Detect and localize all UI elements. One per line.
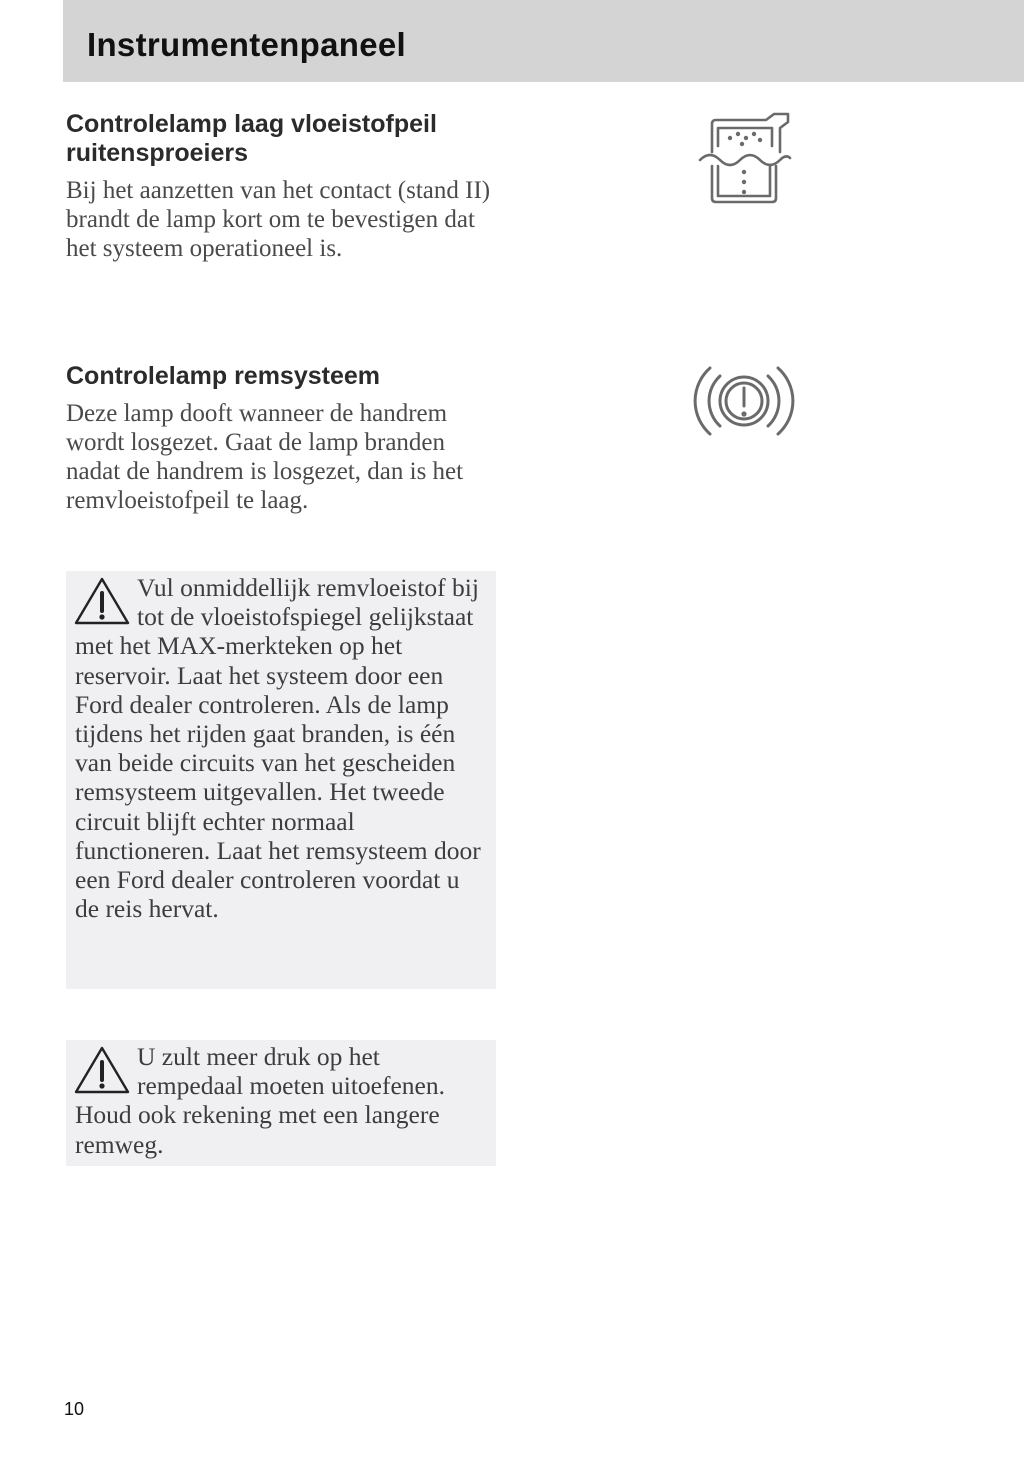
section-body: Bij het aanzetten van het contact (stand II) brandt de lamp kort om te bevestigen dat het systeem operationeel is. <box>66 177 491 262</box>
section-washer-fluid <box>66 110 506 263</box>
header-bar <box>63 0 1024 82</box>
brake-warning-icon <box>690 360 798 442</box>
warning-box <box>66 1040 496 1166</box>
warning-triangle-icon <box>73 1044 131 1096</box>
section-heading-line: ruitensproeiers <box>66 139 249 167</box>
section-heading-line: Controlelamp laag vloeistofpeil <box>66 110 437 138</box>
page-title: Instrumentenpaneel <box>87 26 406 63</box>
washer-fluid-icon <box>696 110 794 206</box>
warning-triangle-icon <box>73 575 131 627</box>
section-heading <box>66 110 506 168</box>
warning-text: U zult meer druk op het rempedaal moeten uitoefenen. Houd ook rekening met een langere remweg. <box>75 1042 445 1159</box>
warning-text: Vul onmiddellijk remvloeistof bij tot de vloeistofspiegel gelijkstaat met het MAX-merkteken op het reservoir. Laat het systeem door een Ford dealer controleren. Als de lamp tijdens het rijden gaat branden, is één van beide circuits van het gescheiden remsysteem uitgevallen. Het tweede circuit blijft echter normaal functioneren. Laat het remsysteem door een Ford dealer controleren voordat u de reis hervat. <box>75 573 481 924</box>
section-brake-system <box>66 362 506 515</box>
page-number: 10 <box>64 1399 85 1419</box>
warning-box <box>66 571 496 989</box>
section-heading: Controlelamp remsysteem <box>66 362 381 390</box>
section-body: Deze lamp dooft wanneer de handrem wordt losgezet. Gaat de lamp branden nadat de handrem is losgezet, dan is het remvloeistofpeil te laag. <box>66 400 464 514</box>
